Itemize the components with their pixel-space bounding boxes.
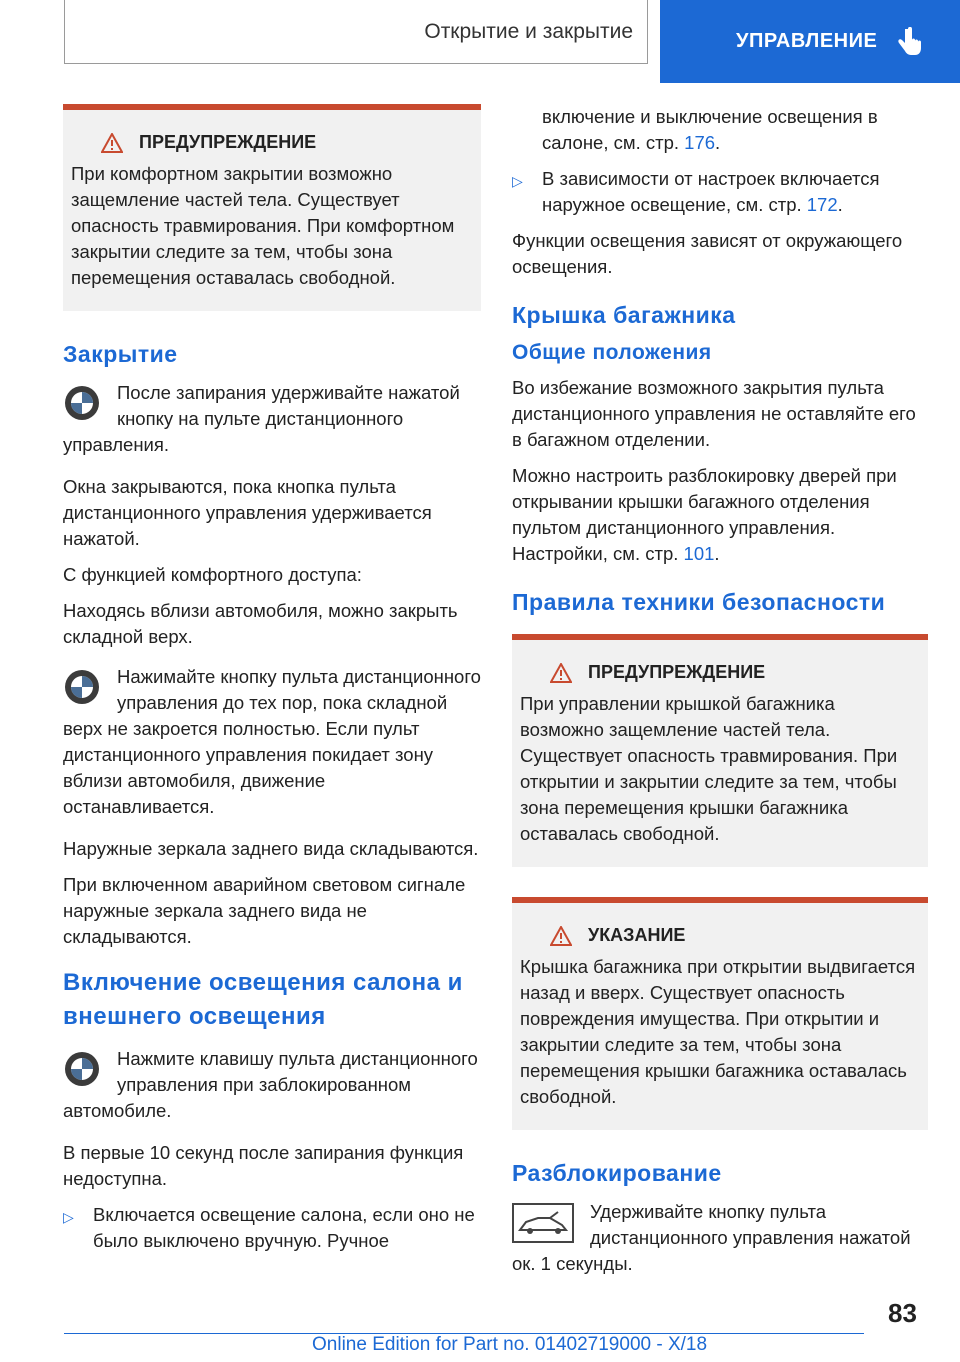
warning-text: При комфортном закрытии возможно защемление частей тела. Существует опасность травмирования. При комфортном закрытии следите за тем, чтобы зона перемещения оставалась свободной. [71,163,455,288]
trunk-heading: Крышка багажника [512,302,736,328]
bullet-triangle-icon: ▷ [63,1209,74,1225]
closing-text-7: При включенном аварийном световом сигнале наружные зеркала заднего вида не складываются. [63,874,466,947]
remote-key-icon [63,668,101,706]
list-item-continued: включение и выключение освещения в салоне, см. стр. 176. [542,106,878,153]
warning-triangle-icon [101,133,123,153]
header-chapter[interactable] [660,0,960,83]
general-text-1: Во избежание возможного закрытия пульта дистанционного управления не оставляйте его в багажном отделении. [512,377,916,450]
closing-text-6: Наружные зеркала заднего вида складываются. [63,838,479,859]
right-column: включение и выключение освещения в салоне, см. стр. 176. ▷ В зависимости от настроек включается наружное освещение, см. стр. 172. Функции освещения зависят от окружающего освещения. Крышка багажника Общие положения Во избежание возможного закрытия пульта дистанционного управления не оставляйте его в багажном отделении. Можно настроить разблокировку дверей при открывании крышки багажного отделения пультом дистанционного управления. Настройки, см. стр. 101. Правила техники безопасности ПРЕДУПРЕЖДЕНИЕ При управлении крышкой багажника возможно защемление частей тела. Существует опасность травмирования. При открытии и закрытии следите за тем, чтобы зона перемещения крышки багажника оставалась свободной. УКАЗАНИЕ Крышка багажника при открытии выдвигается назад и вверх. Существует опасность повреждения имущества. При открытии и закрытии следите за тем, чтобы зона перемещения крышки багажника оставалась свободной. Разблокирование Удерживайте кнопку пульта дистанционного управления нажатой ок. 1 секунды. [512,104,928,1287]
lights-text-3: Функции освещения зависят от окружающего освещения. [512,230,903,277]
hand-pointer-icon [897,27,923,57]
bullet-text: включение и выключение освещения в салоне, см. стр. [542,106,878,153]
closing-text-3: С функцией комфортного доступа: [63,564,362,585]
warning-triangle-icon [550,926,572,946]
remote-key-icon [63,1050,101,1088]
footer-edition-text: Online Edition for Part no. 01402719000 - X/18 [312,1334,708,1355]
page-number: 83 [888,1298,917,1328]
unlock-text: Удерживайте кнопку пульта дистанционного управления нажатой ок. 1 секунды. [512,1201,911,1274]
trunk-button-icon [512,1203,574,1243]
warning-box [63,104,481,311]
notice-text: Крышка багажника при открытии выдвигается назад и вверх. Существует опасность повреждения имущества. При открытии и закрытии следите за тем, чтобы зона перемещения крышки багажника оставалась свободной. [520,956,916,1107]
footer-edition [312,1334,707,1356]
header-chapter-title: УПРАВЛЕНИЕ [736,30,878,52]
lights-heading: Включение освещения салона и внешнего освещения [63,969,463,1030]
closing-text-4: Находясь вблизи автомобиля, можно закрыть складной верх. [63,600,458,647]
left-column [63,104,481,1264]
bullet-triangle-icon: ▷ [512,173,523,189]
closing-text-2: Окна закрываются, пока кнопка пульта дистанционного управления удерживается нажатой. [63,476,432,549]
closing-text-5: Нажимайте кнопку пульта дистанционного управления до тех пор, пока складной верх не закроется полностью. Если пульт дистанционного управления покидает зону вблизи автомобиля, движение останавливается. [63,666,481,817]
remote-key-icon [63,384,101,422]
notice-box [512,897,928,1130]
bullet-text: Включается освещение салона, если оно не было выключено вручную. Ручное [93,1204,475,1251]
warning-triangle-icon [550,663,572,683]
list-item: ▷ В зависимости от настроек включается наружное освещение, см. стр. 172. [512,166,928,218]
warning-box [512,634,928,867]
page-ref-link[interactable]: 176 [684,132,716,153]
unlock-heading: Разблокирование [512,1160,722,1186]
general-heading: Общие положения [512,341,712,364]
bullet-text: В зависимости от настроек включается наружное освещение, см. стр. [542,168,880,215]
warning-text: При управлении крышкой багажника возможно защемление частей тела. Существует опасность травмирования. При открытии и закрытии следите за тем, чтобы зона перемещения крышки багажника оставалась свободной. [520,693,898,844]
lights-text-1: Нажмите клавишу пульта дистанционного управления при заблокированном автомобиле. [63,1048,478,1121]
header-section [64,0,648,64]
warning-title: ПРЕДУПРЕЖДЕНИЕ [139,132,317,152]
general-text-2: Можно настроить разблокировку дверей при открывании крышки багажного отделения пультом дистанционного управления. Настройки, см. стр. [512,465,897,564]
warning-title: ПРЕДУПРЕЖДЕНИЕ [588,662,766,682]
notice-title: УКАЗАНИЕ [588,925,686,945]
page-ref-link[interactable]: 101 [683,543,715,564]
header-section-title: Открытие и закрытие [424,19,633,43]
list-item [63,1202,481,1254]
closing-text-1: После запирания удерживайте нажатой кнопку на пульте дистанционного управления. [63,382,460,455]
safety-heading: Правила техники безопасности [512,589,886,615]
closing-heading: Закрытие [63,341,178,367]
lights-text-2: В первые 10 секунд после запирания функция недоступна. [63,1142,464,1189]
page-ref-link[interactable]: 172 [806,194,838,215]
